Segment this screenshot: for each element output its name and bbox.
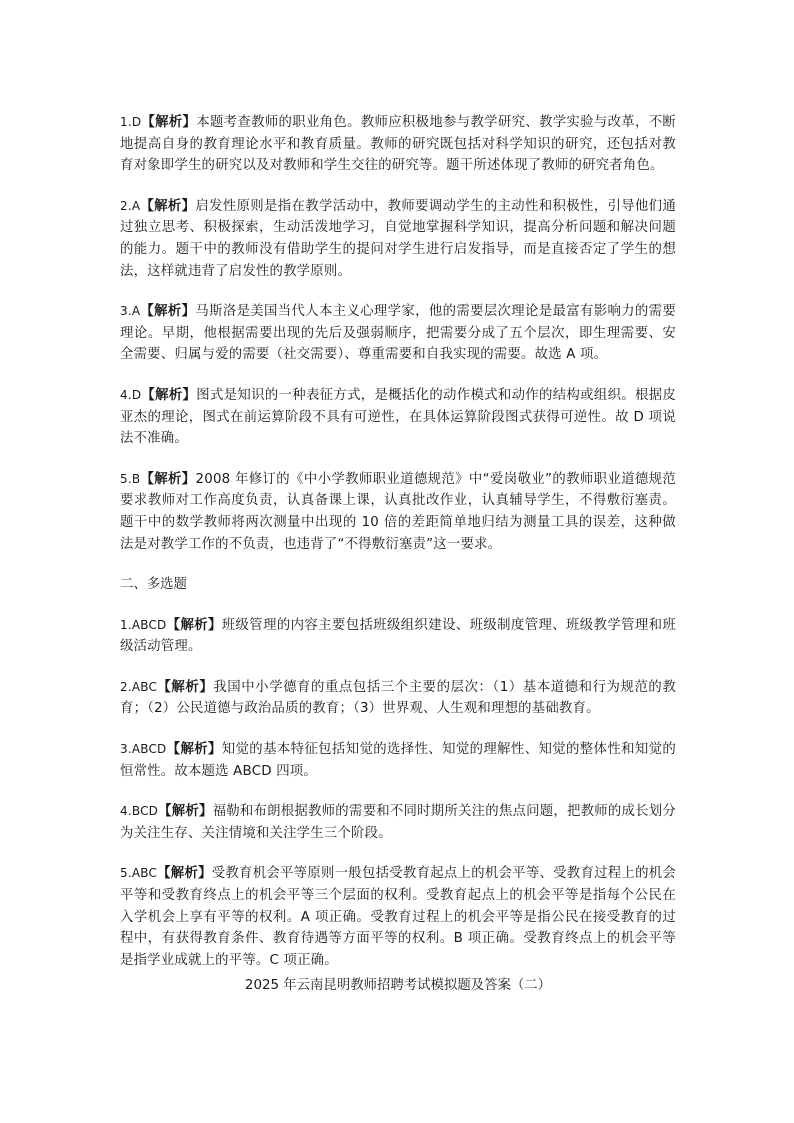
answer-label: 3.ABCD <box>120 742 167 757</box>
answer-label: 5.ABC <box>120 866 158 881</box>
answer-label: 1.ABCD <box>120 617 167 632</box>
answer-paragraph-multi-3 <box>120 739 676 782</box>
answer-paragraph-single-2 <box>120 196 676 282</box>
answer-paragraph-multi-5 <box>120 863 676 971</box>
analysis-text: 马斯洛是美国当代人本主义心理学家，他的需要层次理论是最富有影响力的需要理论。早期，他根据需要出现的先后及强弱顺序，把需要分成了五个层次，即生理需要、安全需要、归属与爱的需要（社交需要）、尊重需要和自我实现的需要。故选 A 项。 <box>120 304 676 363</box>
answer-paragraph-single-1 <box>120 112 676 177</box>
answer-paragraph-single-3 <box>120 301 676 366</box>
answer-label: 4.BCD <box>120 804 159 819</box>
analysis-tag: 【解析】 <box>140 198 196 214</box>
answer-label: 4.D <box>120 387 142 402</box>
answer-paragraph-multi-1 <box>120 615 676 658</box>
answer-paragraph-multi-4 <box>120 801 676 844</box>
analysis-tag: 【解析】 <box>141 115 197 130</box>
analysis-text: 受教育机会平等原则一般包括受教育起点上的机会平等、受教育过程上的机会平等和受教育终点上的机会平等三个层面的权利。受教育起点上的机会平等是指每个公民在入学机会上享有平等的权利。A 项正确。受教育过程上的机会平等是指公民在接受教育的过程中，有获得教育条件、教育待遇等方面平等的权利。B 项正确。受教育终点上的机会平等是指学业成就上的平等。C 项正确。 <box>120 866 676 968</box>
analysis-text: 班级管理的内容主要包括班级组织建设、班级制度管理、班级教学管理和班级活动管理。 <box>120 617 676 655</box>
answer-label: 2.ABC <box>120 679 158 694</box>
answer-label: 3.A <box>120 304 141 319</box>
answer-paragraph-single-4 <box>120 385 676 450</box>
answer-label: 5.B <box>120 471 141 486</box>
analysis-text: 福勒和布朗根据教师的需要和不同时期所关注的焦点问题，把教师的成长划分为关注生存、关注情境和关注学生三个阶段。 <box>120 804 676 841</box>
analysis-text: 图式是知识的一种表征方式，是概括化的动作模式和动作的结构或组织。根据皮亚杰的理论，图式在前运算阶段不具有可逆性，在具体运算阶段图式获得可逆性。故 D 项说法不准确。 <box>120 387 676 447</box>
analysis-tag: 【解析】 <box>141 387 197 403</box>
answer-label: 1.D <box>120 115 142 129</box>
analysis-text: 我国中小学德育的重点包括三个主要的层次：（1）基本道德和行为规范的教育；（2）公民道德与政治品质的教育；（3）世界观、人生观和理想的基础教育。 <box>120 679 676 717</box>
answer-label: 2.A <box>120 198 141 213</box>
analysis-text: 本题考查教师的职业角色。教师应积极地参与教学研究、教学实验与改革，不断地提高自身的教育理论水平和教育质量。教师的研究既包括对科学知识的研究，还包括对教育对象即学生的研究以及对教师和学生交往的研究等。题干所述体现了教师的研究者角色。 <box>120 115 676 174</box>
analysis-text: 知觉的基本特征包括知觉的选择性、知觉的理解性、知觉的整体性和知觉的恒常性。故本题选 ABCD 四项。 <box>120 742 676 779</box>
analysis-text: 2008 年修订的《中小学教师职业道德规范》中“爱岗敬业”的教师职业道德规范要求教师对工作高度负责，认真备课上课，认真批改作业，认真辅导学生，不得敷衍塞责。题干中的数学教师将两次测量中出现的 10 倍的差距简单地归结为测量工具的误差，这种做法是对教学工作的不负责，也违背了“不得敷衍塞责”这一要求。 <box>120 471 676 552</box>
document-page <box>120 112 676 996</box>
analysis-text: 启发性原则是指在教学活动中，教师要调动学生的主动性和积极性，引导他们通过独立思考、积极探索，生动活泼地学习，自觉地掌握科学知识，提高分析问题和解决问题的能力。题干中的教师没有借助学生的提问对学生进行启发指导，而是直接否定了学生的想法，这样就违背了启发性的教学原则。 <box>120 198 676 279</box>
analysis-tag: 【解析】 <box>157 866 212 882</box>
analysis-tag: 【解析】 <box>158 804 213 820</box>
answer-paragraph-single-5 <box>120 469 676 555</box>
analysis-tag: 【解析】 <box>166 742 222 758</box>
analysis-tag: 【解析】 <box>157 679 214 695</box>
answer-paragraph-multi-2 <box>120 677 676 720</box>
analysis-tag: 【解析】 <box>140 304 196 320</box>
analysis-tag: 【解析】 <box>140 471 196 487</box>
analysis-tag: 【解析】 <box>166 617 222 633</box>
document-footer-title: 2025 年云南昆明教师招聘考试模拟题及答案（二） <box>244 978 552 994</box>
section-title: 二、多选题 <box>120 577 187 593</box>
